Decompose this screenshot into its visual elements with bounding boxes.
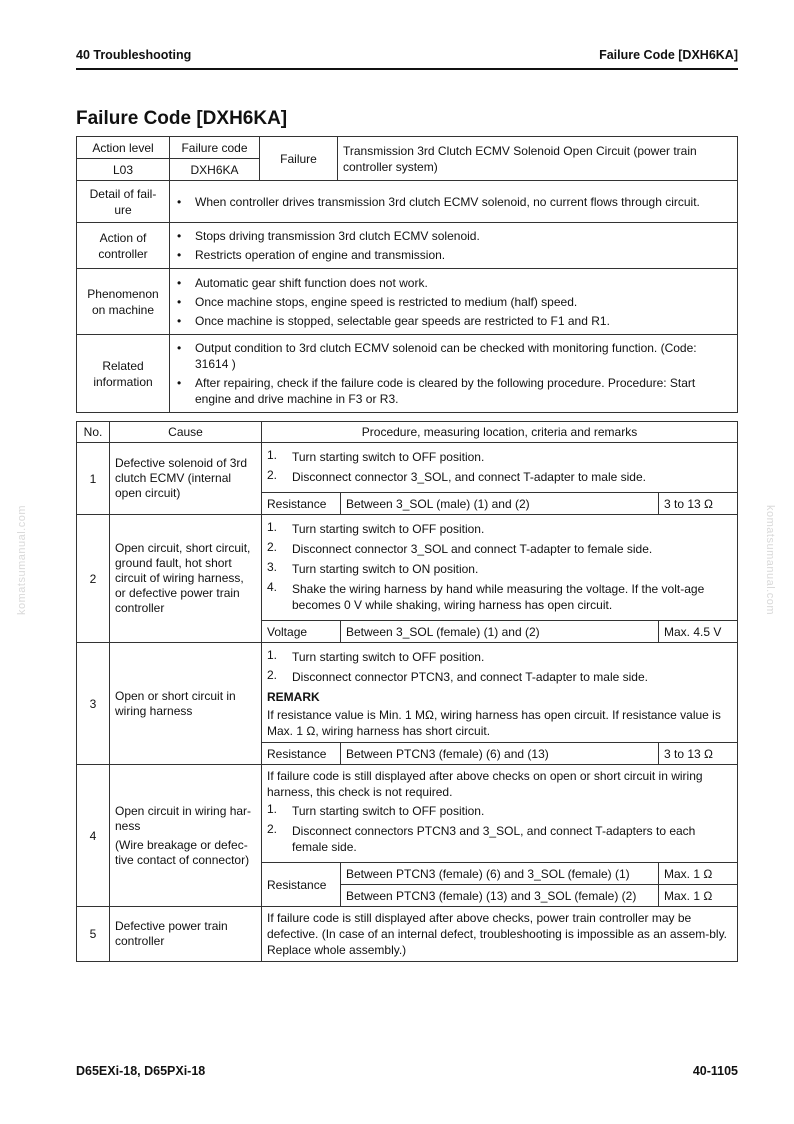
measure-type: Voltage (262, 621, 341, 643)
related-item: • Output condition to 3rd clutch ECMV solenoid can be checked with monitoring function. (Code: 31614 ) (175, 340, 732, 372)
measure-value: 3 to 13 Ω (659, 493, 738, 515)
row-no: 5 (77, 907, 110, 962)
watermark-right: komatsumanual.com (764, 505, 776, 615)
cause-row-1 (77, 443, 738, 493)
col-no: No. (77, 422, 110, 443)
measure-value: Max. 4.5 V (659, 621, 738, 643)
page-footer (76, 1064, 738, 1078)
cause-text: Open circuit, short circuit, ground fault, hot short circuit of wiring harness, or defective power train controller (110, 515, 262, 643)
failure-label: Failure (260, 137, 338, 181)
row-no: 1 (77, 443, 110, 515)
action-level-label: Action level (77, 137, 170, 159)
measure-value: 3 to 13 Ω (659, 743, 738, 765)
cause-text: Defective solenoid of 3rd clutch ECMV (internal open circuit) (110, 443, 262, 515)
phenomenon-item: • Automatic gear shift function does not work. (175, 275, 732, 291)
header-rule (76, 68, 738, 70)
remark-heading: REMARK (267, 690, 320, 704)
procedure-step: 1. Turn starting switch to OFF position. (267, 448, 485, 464)
procedure-step: 2. Disconnect connector 3_SOL and connect T-adapter to female side. (267, 540, 653, 556)
measure-location: Between 3_SOL (female) (1) and (2) (341, 621, 659, 643)
watermark-left: komatsumanual.com (16, 505, 28, 615)
cause-text: Open or short circuit in wiring harness (110, 643, 262, 765)
cause-text: Defective power train controller (110, 907, 262, 962)
procedure-step: 1. Turn starting switch to OFF position. (267, 648, 485, 664)
measure-value: Max. 1 Ω (659, 863, 738, 885)
page-number: 40-1105 (692, 1064, 738, 1078)
measure-type: Resistance (262, 493, 341, 515)
cause-table (76, 421, 738, 962)
phenomenon-item: • Once machine is stopped, selectable gear speeds are restricted to F1 and R1. (175, 313, 732, 329)
cause-row-4 (77, 765, 738, 863)
procedure-step: 1. Turn starting switch to OFF position. (267, 802, 485, 818)
measure-location: Between PTCN3 (female) (6) and (13) (341, 743, 659, 765)
cause-text: Open circuit in wiring har-ness (115, 803, 252, 833)
related-item: • After repairing, check if the failure code is cleared by the following procedure. Procedure: Start engine and drive machine in F3 or R3. (175, 375, 732, 407)
row-no: 4 (77, 765, 110, 907)
action-of-controller-label: Action of controller (77, 223, 170, 269)
procedure-step: 1. Turn starting switch to OFF position. (267, 520, 485, 536)
measure-value: Max. 1 Ω (659, 885, 738, 907)
page-header (76, 48, 738, 68)
measure-location: Between PTCN3 (female) (6) and 3_SOL (female) (1) (341, 863, 659, 885)
col-cause: Cause (110, 422, 262, 443)
procedure-step: 2. Disconnect connector 3_SOL, and connect T-adapter to male side. (267, 468, 646, 484)
action-level-value: L03 (77, 159, 170, 181)
procedure-step: 2. Disconnect connectors PTCN3 and 3_SOL, and connect T-adapters to each female side. (267, 822, 696, 854)
procedure-step: 4. Shake the wiring harness by hand while measuring the voltage. If the volt-age becomes 0 V while shaking, wiring harness has open circuit. (267, 580, 705, 612)
measure-type: Resistance (262, 863, 341, 907)
cause-row-5 (77, 907, 738, 962)
cause-row-2 (77, 515, 738, 621)
header-code: Failure Code [DXH6KA] (599, 48, 738, 62)
procedure-intro: If failure code is still displayed after above checks on open or short circuit in wiring harness, this check is not required. (267, 769, 703, 799)
phenomenon-item: • Once machine stops, engine speed is restricted to medium (half) speed. (175, 294, 732, 310)
action-item: • Stops driving transmission 3rd clutch ECMV solenoid. (175, 228, 732, 244)
related-info-label: Related information (77, 335, 170, 413)
cause-note: (Wire breakage or defec-tive contact of connector) (115, 837, 250, 867)
col-procedure: Procedure, measuring location, criteria and remarks (262, 422, 738, 443)
row-no: 2 (77, 515, 110, 643)
phenomenon-label: Phenomenon on machine (77, 269, 170, 335)
detail-item: • When controller drives transmission 3rd clutch ECMV solenoid, no current flows through circuit. (175, 194, 732, 210)
measure-type: Resistance (262, 743, 341, 765)
procedure-step: 3. Turn starting switch to ON position. (267, 560, 479, 576)
header-section: 40 Troubleshooting (76, 48, 192, 62)
procedure-text: If failure code is still displayed after above checks, power train controller may be defective. (In case of an internal defect, troubleshooting is impossible as an assem-bly. Replace whole assembly.) (262, 907, 738, 962)
footer-model: D65EXi-18, D65PXi-18 (76, 1064, 206, 1078)
measure-location: Between 3_SOL (male) (1) and (2) (341, 493, 659, 515)
page-title: Failure Code [DXH6KA] (76, 108, 288, 129)
procedure-step: 2. Disconnect connector PTCN3, and connect T-adapter to male side. (267, 668, 648, 684)
failure-code-value: DXH6KA (170, 159, 260, 181)
row-no: 3 (77, 643, 110, 765)
detail-label: Detail of fail-ure (77, 181, 170, 223)
failure-code-label: Failure code (170, 137, 260, 159)
remark-text: If resistance value is Min. 1 MΩ, wiring harness has open circuit. If resistance value is Max. 1 Ω, wiring harness has short circuit. (267, 708, 721, 738)
cause-row-3 (77, 643, 738, 743)
action-item: • Restricts operation of engine and transmission. (175, 247, 732, 263)
failure-description: Transmission 3rd Clutch ECMV Solenoid Open Circuit (power train controller system) (338, 137, 738, 181)
failure-info-table (76, 136, 738, 413)
measure-location: Between PTCN3 (female) (13) and 3_SOL (female) (2) (341, 885, 659, 907)
